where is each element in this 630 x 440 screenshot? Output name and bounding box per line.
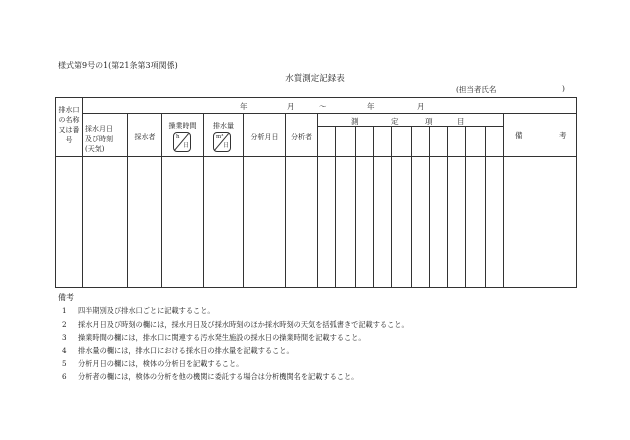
document-title: 水質測定記録表 — [285, 74, 345, 84]
note-item — [62, 346, 294, 356]
outlet-column-header — [57, 105, 81, 145]
measure-subcol — [465, 126, 466, 288]
table-border-right — [576, 97, 577, 288]
measurement-items-char: 目 — [457, 117, 465, 126]
operation-time-column-header: 操業時間 — [168, 122, 197, 130]
measure-subcol — [391, 126, 392, 288]
note-number: 1 — [62, 306, 67, 315]
record-table — [55, 97, 577, 288]
period-year-end: 年 — [367, 102, 375, 111]
note-text: 排水量の欄には，排水口における採水日の排水量を記載すること。 — [78, 346, 294, 355]
person-in-charge-label: (担当者氏名 — [456, 85, 497, 94]
measure-subcol — [485, 126, 486, 288]
note-text: 操業時間の欄には，排水口に関連する汚水発生施設の採水日の操業時間を記載すること。 — [78, 333, 366, 342]
measure-subcol — [429, 126, 430, 288]
sample-date-column-header — [85, 124, 127, 154]
measure-subcol — [411, 126, 412, 288]
note-item — [62, 333, 366, 343]
col-div-outlet — [82, 97, 83, 288]
sample-date-header-line: 採水月日 — [85, 125, 113, 133]
period-month-end: 月 — [417, 102, 425, 111]
discharge-unit-bottom: 日 — [223, 142, 230, 149]
note-text: 分析月日の欄には，検体の分析日を記載すること。 — [78, 359, 244, 368]
measurement-items-char: 項 — [425, 117, 433, 126]
measure-subcol — [447, 126, 448, 288]
outlet-header-line: 排水口 — [58, 106, 80, 114]
discharge-column-header: 排水量 — [213, 122, 234, 130]
measure-subcol — [373, 126, 374, 288]
period-row-line — [82, 113, 576, 114]
table-border-bottom — [55, 287, 577, 288]
outlet-header-line: 号 — [65, 136, 73, 144]
person-in-charge-close: ) — [562, 84, 565, 93]
col-div-analyst — [317, 113, 318, 288]
measurement-items-char: 定 — [391, 117, 399, 126]
sampler-column-header: 採水者 — [134, 133, 156, 141]
note-text: 分析者の欄には，検体の分析を他の機関に委託する場合は分析機関名を記載すること。 — [78, 372, 359, 381]
notes-title: 備考 — [58, 293, 74, 302]
measurement-items-char: 測 — [351, 117, 359, 126]
sample-date-header-line: 及び時刻 — [85, 135, 113, 143]
period-month-start: 月 — [287, 102, 295, 111]
note-item — [62, 359, 243, 369]
form-number: 様式第9号の1(第21条第3項関係) — [58, 61, 178, 70]
note-item — [62, 306, 215, 316]
measurement-title-line — [317, 126, 503, 127]
operation-time-unit-box — [173, 132, 191, 152]
analysis-date-column-header: 分析月日 — [250, 133, 279, 141]
period-tilde: 〜 — [319, 102, 327, 111]
person-in-charge-field — [456, 84, 565, 95]
note-number: 2 — [62, 320, 67, 329]
table-border-left — [55, 97, 56, 288]
col-div-measure-end — [503, 113, 504, 288]
outlet-header-line: 又は番 — [58, 126, 80, 134]
table-border-top — [55, 97, 577, 98]
col-div-date — [127, 113, 128, 288]
operation-time-unit-top: h — [176, 134, 180, 140]
discharge-unit-box — [213, 132, 231, 152]
period-year-start: 年 — [240, 102, 248, 111]
note-item — [62, 320, 409, 330]
remarks-header-char: 考 — [559, 131, 567, 140]
note-number: 5 — [62, 359, 67, 368]
note-number: 6 — [62, 372, 67, 381]
note-item — [62, 372, 358, 382]
sample-date-header-line: (天気) — [85, 145, 105, 153]
header-bottom-line — [55, 156, 577, 157]
measure-subcol — [335, 126, 336, 288]
analyst-column-header: 分析者 — [291, 133, 312, 141]
operation-time-unit-bottom: 日 — [183, 142, 190, 149]
outlet-header-line: の名称 — [58, 116, 80, 124]
note-number: 3 — [62, 333, 67, 342]
note-text: 採水月日及び時刻の欄には，採水月日及び採水時刻のほか採水時刻の天気を括弧書きで記載すること。 — [78, 320, 409, 329]
measure-subcol — [355, 126, 356, 288]
col-div-sampler — [161, 113, 162, 288]
discharge-unit-top: m³ — [216, 134, 224, 140]
note-text: 四半期別及び排水口ごとに記載すること。 — [78, 306, 215, 315]
note-number: 4 — [62, 346, 67, 355]
remarks-header-char: 備 — [515, 131, 523, 140]
col-div-optime — [203, 113, 204, 288]
